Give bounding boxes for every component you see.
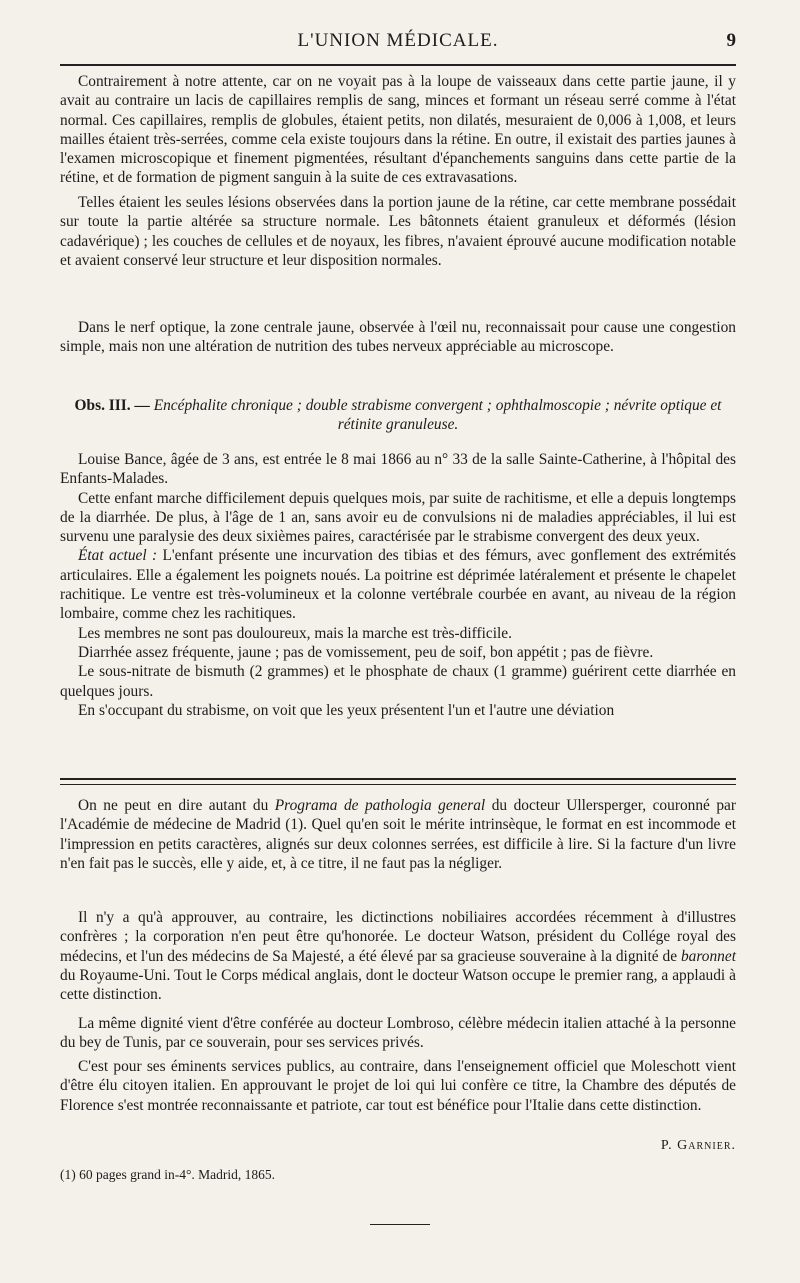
paragraph-text: Louise Bance, âgée de 3 ans, est entrée le 8 mai 1866 au n° 33 de la salle Sainte-Catherine, à l'hôpital des Enfants-Malades. [60,451,736,488]
section-rule-thin [60,784,736,785]
paragraph-lesions [60,193,736,270]
paragraph-text: L'enfant présente une incurvation des tibias et des fémurs, avec gonflement des extrémités articulaires. Elle a également les poignets noués. La poitrine est déprimée latéralement et présente le chapelet rachitique. Le ventre est très-volumineux et la colonne vertébrale courbée en avant, au niveau de la région lombaire, comme chez les rachitiques. [60,547,737,623]
paragraph-text [60,796,736,873]
page-number: 9 [726,30,736,51]
news-moleschott [60,1057,736,1115]
paragraph-text: C'est pour ses éminents services publics, au contraire, dans l'enseignement officiel que Moleschott vient d'être élu citoyen italien. En approuvant le projet de loi qui lui confère ce titre, la Chambre des députés de Florence s'est montrée reconnaissante et patriote, car tout est bénéfice pour l'Italie dans cette distinction. [60,1058,736,1114]
text-run: du docteur Ullersperger, couronné par l'Académie de médecine de Madrid (1). Quel qu'en soit le mérite intrinsèque, le format en est incommode et l'impression en petits caractères, alignés sur deux colonnes serrées, est difficile à lire. Si la facture d'un livre n'en fait pas le succès, elle y aide, et, à ce titre, il ne faut pas la négliger. [60,797,737,872]
text-run: Il n'y a qu'à approuver, au contraire, les dictinctions nobiliaires accordées récemment à d'illustres confrères ; la corporation n'en peut être qu'honorée. Le docteur Watson, président du Collége royal des médecins, et l'un des médecins de Sa Majesté, a été élevé par sa gracieuse souveraine à la dignité de [60,909,736,965]
paragraph-text: En s'occupant du strabisme, on voit que les yeux présentent l'un et l'autre une déviation [78,701,615,719]
paragraph-text: La même dignité vient d'être conférée au docteur Lombroso, célèbre médecin italien attaché à la personne du bey de Tunis, par ce souverain, pour ses services privés. [60,1015,736,1052]
page-header [60,30,736,60]
paragraph-text: Dans le nerf optique, la zone centrale jaune, observée à l'œil nu, reconnaissait pour cause une congestion simple, mais non une altération de nutrition des tubes nerveux appréciable au microscope. [60,319,736,356]
paragraph-text: Diarrhée assez fréquente, jaune ; pas de vomissement, peu de soif, bon appétit ; pas de fièvre. [78,643,654,661]
header-rule [60,64,736,66]
paragraph-text: Contrairement à notre attente, car on ne voyait pas à la loupe de vaisseaux dans cette partie jaune, il y avait au contraire un lacis de capillaires remplis de sang, minces et formant un réseau serré comme à l'état normal. Ces capillaires, remplis de globules, étaient petits, non dilatés, mesuraient de 0,006 à 1,008, et leurs mailles étaient très-serrées, comme cela existe toujours dans la rétine. En outre, il existait des parties jaunes à l'examen microscopique et finement pigmentées, résultant d'épanchements sanguins dans cette partie de la rétine, et de formation de pigment sanguin à la suite de ces extravasations. [60,73,736,187]
paragraph-text: Les membres ne sont pas douloureux, mais la marche est très-difficile. [78,624,512,642]
paragraph-text: Le sous-nitrate de bismuth (2 grammes) et le phosphate de chaux (1 gramme) guérirent cette diarrhée en quelques jours. [60,663,736,700]
news-book-review [60,796,736,873]
etat-actuel-label: État actuel : [78,547,158,565]
news-watson [60,908,736,1004]
paragraph-text [60,908,736,1004]
text-run: On ne peut en dire autant du [78,797,275,814]
section-rule [60,778,736,780]
case-report [60,450,736,720]
running-title: L'UNION MÉDICALE. [297,30,499,51]
paragraph-optic-nerve [60,318,736,357]
baronnet-title: baronnet [680,947,736,965]
paragraph-etat-actuel [60,546,736,623]
paragraph-capillaries [60,72,736,188]
author-signature: P. Garnier. [660,1138,736,1153]
observation-lead: Obs. III. — [74,397,150,414]
news-lombroso [60,1014,736,1053]
footer-rule [370,1224,430,1225]
book-title: Programa de pathologia general [274,797,486,814]
observation-title: Encéphalite chronique ; double strabisme convergent ; ophthalmoscopie ; névrite optique et rétinite granuleuse. [153,397,722,434]
paragraph-text: Cette enfant marche difficilement depuis quelques mois, par suite de rachitisme, et elle a depuis longtemps de la diarrhée. De plus, à l'âge de 1 an, sans avoir eu de convulsions ni de maladies appréciables, il lui est survenu une paralysie des deux sixièmes paires, caractérisée par le strabisme convergent des deux yeux. [60,489,736,546]
footnote: (1) 60 pages grand in-4°. Madrid, 1865. [60,1167,275,1182]
paragraph-text: Telles étaient les seules lésions observées dans la portion jaune de la rétine, car cette membrane possédait sur toute la partie altérée sa structure normale. Les bâtonnets étaient granuleux et déformés (lésion cadavérique) ; les couches de cellules et de noyaux, les fibres, n'avaient éprouvé aucune modification notable et avaient conservé leur structure et leur disposition normales. [60,194,736,269]
text-run: du Royaume-Uni. Tout le Corps médical anglais, dont le docteur Watson occupe le premier rang, a applaudi à cette distinction. [60,966,736,1004]
observation-heading [60,396,736,435]
